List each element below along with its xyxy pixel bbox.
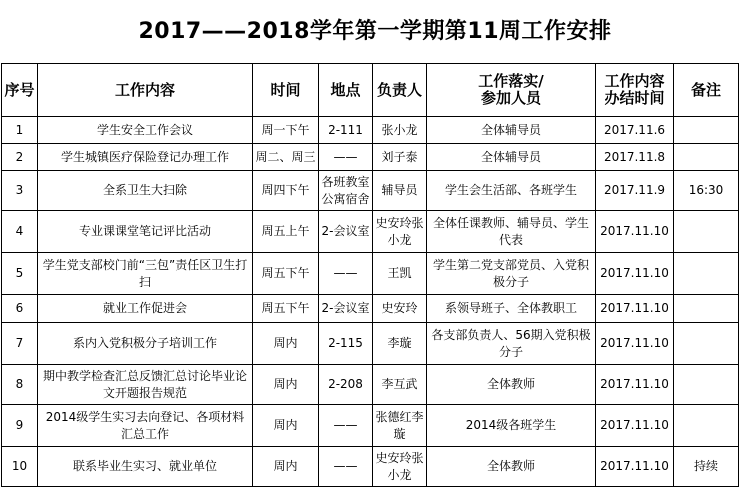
cell-index: 6 — [2, 295, 38, 323]
header-deadline — [596, 64, 674, 117]
cell-content: 专业课课堂笔记评比活动 — [38, 211, 253, 253]
cell-time: 周内 — [253, 323, 319, 365]
cell-location: 2-208 — [319, 365, 373, 405]
cell-location: 2-111 — [319, 117, 373, 144]
table-row — [2, 447, 739, 487]
cell-time: 周二、周三 — [253, 144, 319, 171]
cell-location: —— — [319, 405, 373, 447]
cell-location: 2-会议室 — [319, 295, 373, 323]
cell-content: 系内入党积极分子培训工作 — [38, 323, 253, 365]
cell-index: 9 — [2, 405, 38, 447]
cell-deadline: 2017.11.10 — [596, 447, 674, 487]
cell-participants: 2014级各班学生 — [427, 405, 596, 447]
cell-index: 1 — [2, 117, 38, 144]
cell-content: 全系卫生大扫除 — [38, 171, 253, 211]
cell-content: 就业工作促进会 — [38, 295, 253, 323]
header-location: 地点 — [319, 64, 373, 117]
cell-participants: 学生第二党支部党员、入党积极分子 — [427, 253, 596, 295]
cell-notes — [674, 365, 739, 405]
table-header-row — [2, 64, 739, 117]
cell-deadline: 2017.11.10 — [596, 253, 674, 295]
cell-notes: 16:30 — [674, 171, 739, 211]
header-owner: 负责人 — [373, 64, 427, 117]
cell-notes: 持续 — [674, 447, 739, 487]
header-participants — [427, 64, 596, 117]
cell-owner: 辅导员 — [373, 171, 427, 211]
cell-deadline: 2017.11.10 — [596, 323, 674, 365]
cell-time: 周五下午 — [253, 253, 319, 295]
header-content: 工作内容 — [38, 64, 253, 117]
cell-location: 2-会议室 — [319, 211, 373, 253]
page-title: 2017——2018学年第一学期第11周工作安排 — [138, 19, 612, 44]
cell-owner: 李璇 — [373, 323, 427, 365]
cell-deadline: 2017.11.6 — [596, 117, 674, 144]
header-deadline-line2: 办结时间 — [604, 89, 665, 107]
cell-owner: 李互武 — [373, 365, 427, 405]
cell-participants: 全体教师 — [427, 447, 596, 487]
header-participants-line2: 参加人员 — [480, 89, 541, 107]
cell-time: 周四下午 — [253, 171, 319, 211]
cell-content: 学生城镇医疗保险登记办理工作 — [38, 144, 253, 171]
cell-time: 周五下午 — [253, 295, 319, 323]
cell-index: 7 — [2, 323, 38, 365]
cell-index: 8 — [2, 365, 38, 405]
cell-deadline: 2017.11.10 — [596, 211, 674, 253]
cell-index: 4 — [2, 211, 38, 253]
cell-notes — [674, 211, 739, 253]
cell-deadline: 2017.11.10 — [596, 405, 674, 447]
cell-notes — [674, 295, 739, 323]
cell-time: 周内 — [253, 447, 319, 487]
cell-deadline: 2017.11.8 — [596, 144, 674, 171]
cell-notes — [674, 323, 739, 365]
cell-participants: 全体辅导员 — [427, 117, 596, 144]
cell-content: 2014级学生实习去向登记、各项材料汇总工作 — [38, 405, 253, 447]
cell-owner: 史安玲张小龙 — [373, 211, 427, 253]
cell-content: 期中教学检查汇总反馈汇总讨论毕业论文开题报告规范 — [38, 365, 253, 405]
cell-participants: 学生会生活部、各班学生 — [427, 171, 596, 211]
table-row — [2, 117, 739, 144]
table-row — [2, 405, 739, 447]
cell-location: 2-115 — [319, 323, 373, 365]
cell-deadline: 2017.11.10 — [596, 295, 674, 323]
header-participants-line1: 工作落实/ — [478, 72, 544, 90]
cell-index: 5 — [2, 253, 38, 295]
table-row — [2, 323, 739, 365]
cell-notes — [674, 253, 739, 295]
table-row — [2, 295, 739, 323]
cell-owner: 刘子泰 — [373, 144, 427, 171]
table-row — [2, 171, 739, 211]
cell-owner: 张小龙 — [373, 117, 427, 144]
cell-owner: 史安玲 — [373, 295, 427, 323]
cell-index: 10 — [2, 447, 38, 487]
cell-index: 2 — [2, 144, 38, 171]
cell-deadline: 2017.11.10 — [596, 365, 674, 405]
cell-participants: 全体教师 — [427, 365, 596, 405]
cell-participants: 全体任课教师、辅导员、学生代表 — [427, 211, 596, 253]
cell-participants: 系领导班子、全体教职工 — [427, 295, 596, 323]
schedule-table — [1, 63, 739, 487]
cell-time: 周一下午 — [253, 117, 319, 144]
cell-content: 学生安全工作会议 — [38, 117, 253, 144]
cell-owner: 王凯 — [373, 253, 427, 295]
header-notes: 备注 — [674, 64, 739, 117]
header-time: 时间 — [253, 64, 319, 117]
cell-location: —— — [319, 447, 373, 487]
table-row — [2, 211, 739, 253]
cell-owner: 史安玲张小龙 — [373, 447, 427, 487]
table-row — [2, 144, 739, 171]
table-row — [2, 253, 739, 295]
header-deadline-line1: 工作内容 — [604, 72, 665, 90]
cell-index: 3 — [2, 171, 38, 211]
cell-notes — [674, 144, 739, 171]
cell-deadline: 2017.11.9 — [596, 171, 674, 211]
cell-time: 周五上午 — [253, 211, 319, 253]
cell-notes — [674, 117, 739, 144]
cell-participants: 各支部负责人、56期入党积极分子 — [427, 323, 596, 365]
cell-location: —— — [319, 253, 373, 295]
cell-content: 联系毕业生实习、就业单位 — [38, 447, 253, 487]
cell-location: —— — [319, 144, 373, 171]
cell-notes — [674, 405, 739, 447]
header-index: 序号 — [2, 64, 38, 117]
cell-owner: 张德红李 璇 — [373, 405, 427, 447]
cell-participants: 全体辅导员 — [427, 144, 596, 171]
cell-time: 周内 — [253, 405, 319, 447]
cell-location: 各班教室公寓宿舍 — [319, 171, 373, 211]
cell-time: 周内 — [253, 365, 319, 405]
cell-content: 学生党支部校门前“三包”责任区卫生打扫 — [38, 253, 253, 295]
table-row — [2, 365, 739, 405]
